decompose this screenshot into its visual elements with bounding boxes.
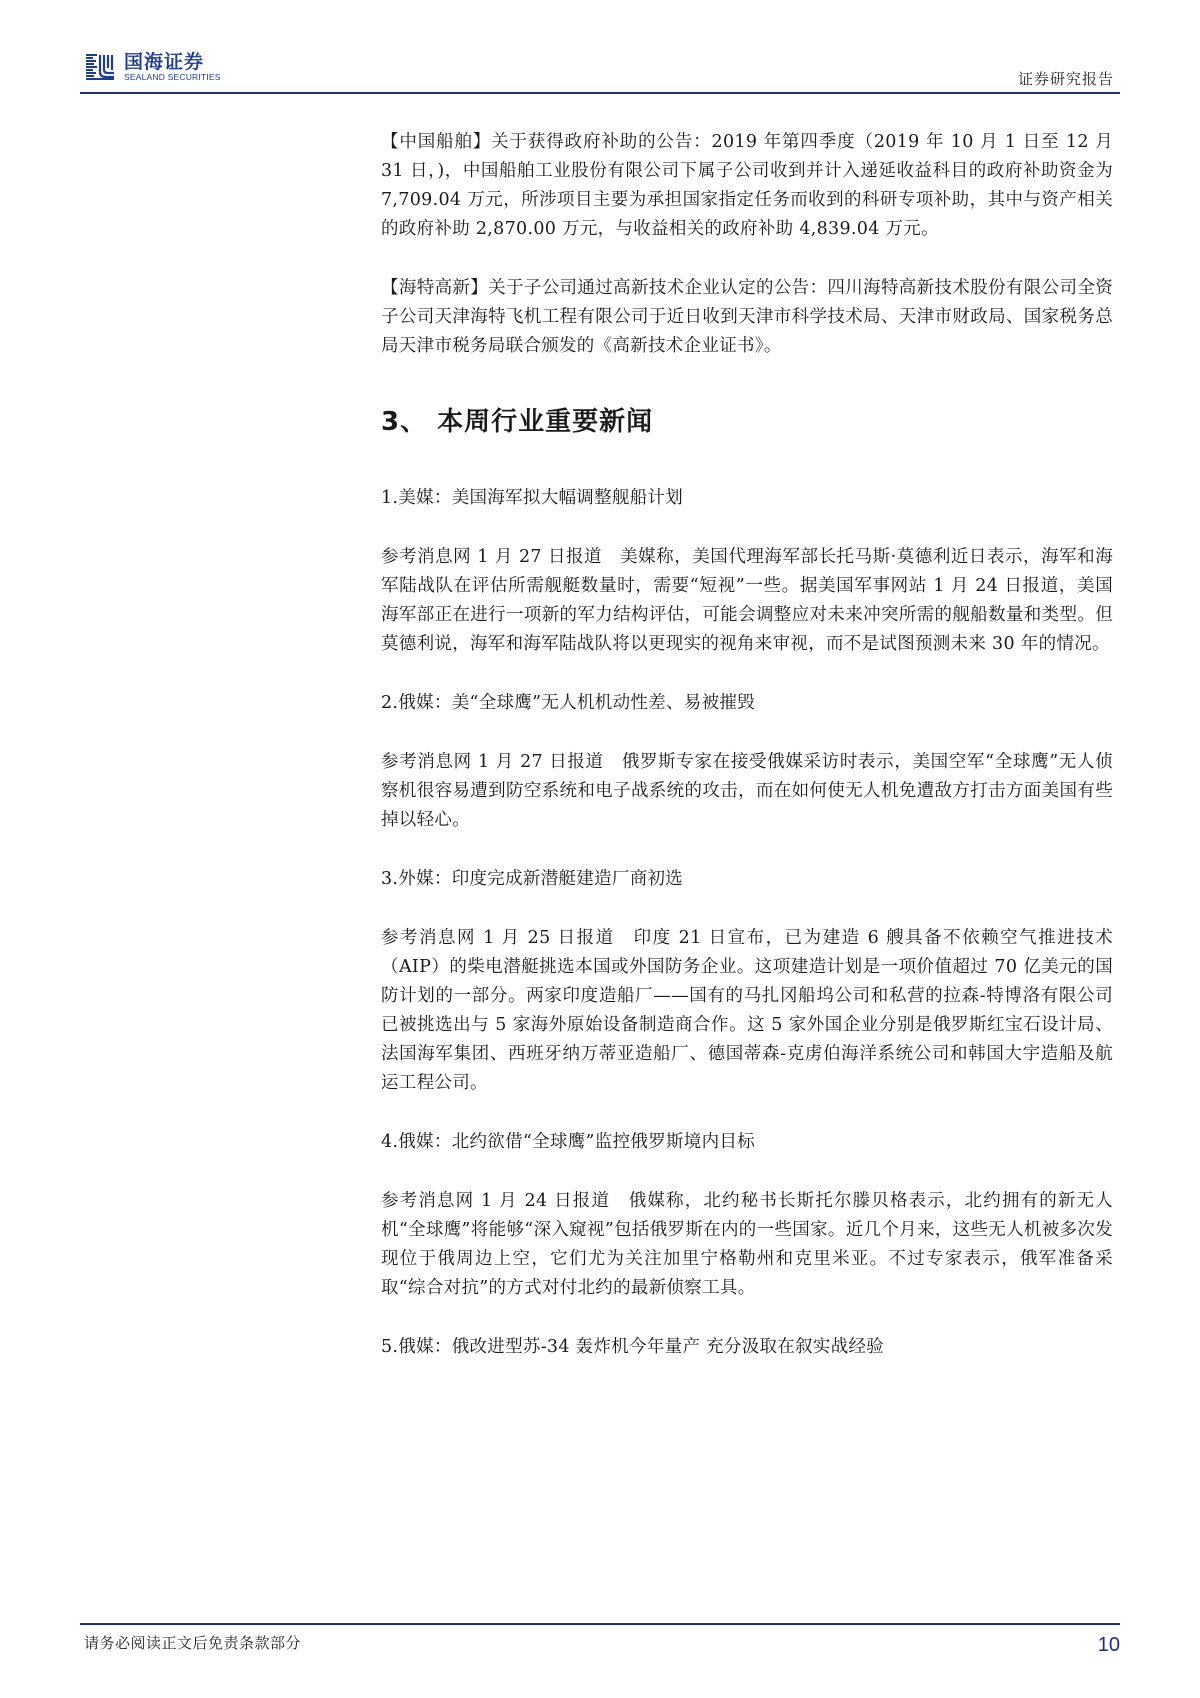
spacer [381,361,1113,401]
spacer [381,513,1113,543]
spacer [381,894,1113,924]
news-item-title: 3.外媒：印度完成新潜艇建造厂商初选 [381,869,684,889]
logo-chinese-name: 国海证券 [124,51,205,73]
news-item-body: 参考消息网 1 月 27 日报道 美媒称，美国代理海军部长托马斯·莫德利近日表示，海军和海军陆战队在评估所需舰艇数量时，需要“短视”一些。据美国军事网站 1 月 24 日报道，美国海军部正在进行一项新的军力结构评估，可能会调整应对未来冲突所需的舰船数量和类型。但莫德利说，海军和海军陆战队将以更现实的视角来审视，而不是试图预测未来 30 年的情况。 [381,547,1113,654]
footer-divider [80,1623,1120,1625]
section-title: 3、 本周行业重要新闻 [381,407,654,437]
spacer [381,244,1113,274]
news-item-title: 2.俄媒：美“全球鹰”无人机机动性差、易被摧毁 [381,693,755,713]
spacer [381,1098,1113,1128]
logo-english-name: SEALAND SECURITIES [124,72,221,82]
news-item-body: 参考消息网 1 月 24 日报道 俄媒称，北约秘书长斯托尔滕贝格表示，北约拥有的新无人机“全球鹰”将能够“深入窥视”包括俄罗斯在内的一些国家。近几个月来，这些无人机被多次发现位于俄周边上空，它们尤为关注加里宁格勒州和克里米亚。不过专家表示，俄军准备采取“综合对抗”的方式对付北约的最新侦察工具。 [381,1191,1113,1298]
spacer [381,438,1113,484]
news-item-title: 1.美媒：美国海军拟大幅调整舰船计划 [381,488,684,508]
header-divider [80,92,1120,94]
spacer [381,1303,1113,1333]
news-item-body: 参考消息网 1 月 27 日报道 俄罗斯专家在接受俄媒采访时表示，美国空军“全球鹰”无人侦察机很容易遭到防空系统和电子战系统的攻击，而在如何使无人机免遭敌方打击方面美国有些掉以轻心。 [381,752,1113,830]
announcement-china-shipbuilding: 【中国船舶】关于获得政府补助的公告：2019 年第四季度（2019 年 10 月 1 日至 12 月 31 日，)，中国船舶工业股份有限公司下属子公司收到并计入递延收益科目的政府补助资金为 7,709.04 万元，所涉项目主要为承担国家指定任务而收到的科研专项补助，其中与资产相关的政府补助 2,870.00 万元，与收益相关的政府补助 4,839.04 万元。 [381,132,1113,239]
news-item-title: 4.俄媒：北约欲借“全球鹰”监控俄罗斯境内目标 [381,1132,755,1152]
spacer [381,1157,1113,1187]
spacer [381,659,1113,689]
sealand-logo-icon [84,52,116,82]
main-content [381,128,1113,1362]
disclaimer-note: 请务必阅读正文后免责条款部分 [84,1634,302,1652]
news-item-title: 5.俄媒：俄改进型苏-34 轰炸机今年量产 充分汲取在叙实战经验 [381,1337,885,1357]
spacer [381,835,1113,865]
announcement-haite-hightech: 【海特高新】关于子公司通过高新技术企业认定的公告：四川海特高新技术股份有限公司全资子公司天津海特飞机工程有限公司于近日收到天津市科学技术局、天津市财政局、国家税务总局天津市税务局联合颁发的《高新技术企业证书》。 [381,278,1113,356]
report-type-label: 证券研究报告 [1017,70,1114,88]
page-number: 10 [1097,1634,1120,1656]
page-header [80,48,1120,94]
spacer [381,718,1113,748]
news-item-body: 参考消息网 1 月 25 日报道 印度 21 日宣布，已为建造 6 艘具备不依赖空气推进技术（AIP）的柴电潜艇挑选本国或外国防务企业。这项建造计划是一项价值超过 70 亿美元的国防计划的一部分。两家印度造船厂——国有的马扎冈船坞公司和私营的拉森-特博洛有限公司已被挑选出与 5 家海外原始设备制造商合作。这 5 家外国企业分别是俄罗斯红宝石设计局、法国海军集团、西班牙纳万蒂亚造船厂、德国蒂森-克虏伯海洋系统公司和韩国大宇造船及航运工程公司。 [381,928,1113,1093]
company-logo [84,52,221,82]
